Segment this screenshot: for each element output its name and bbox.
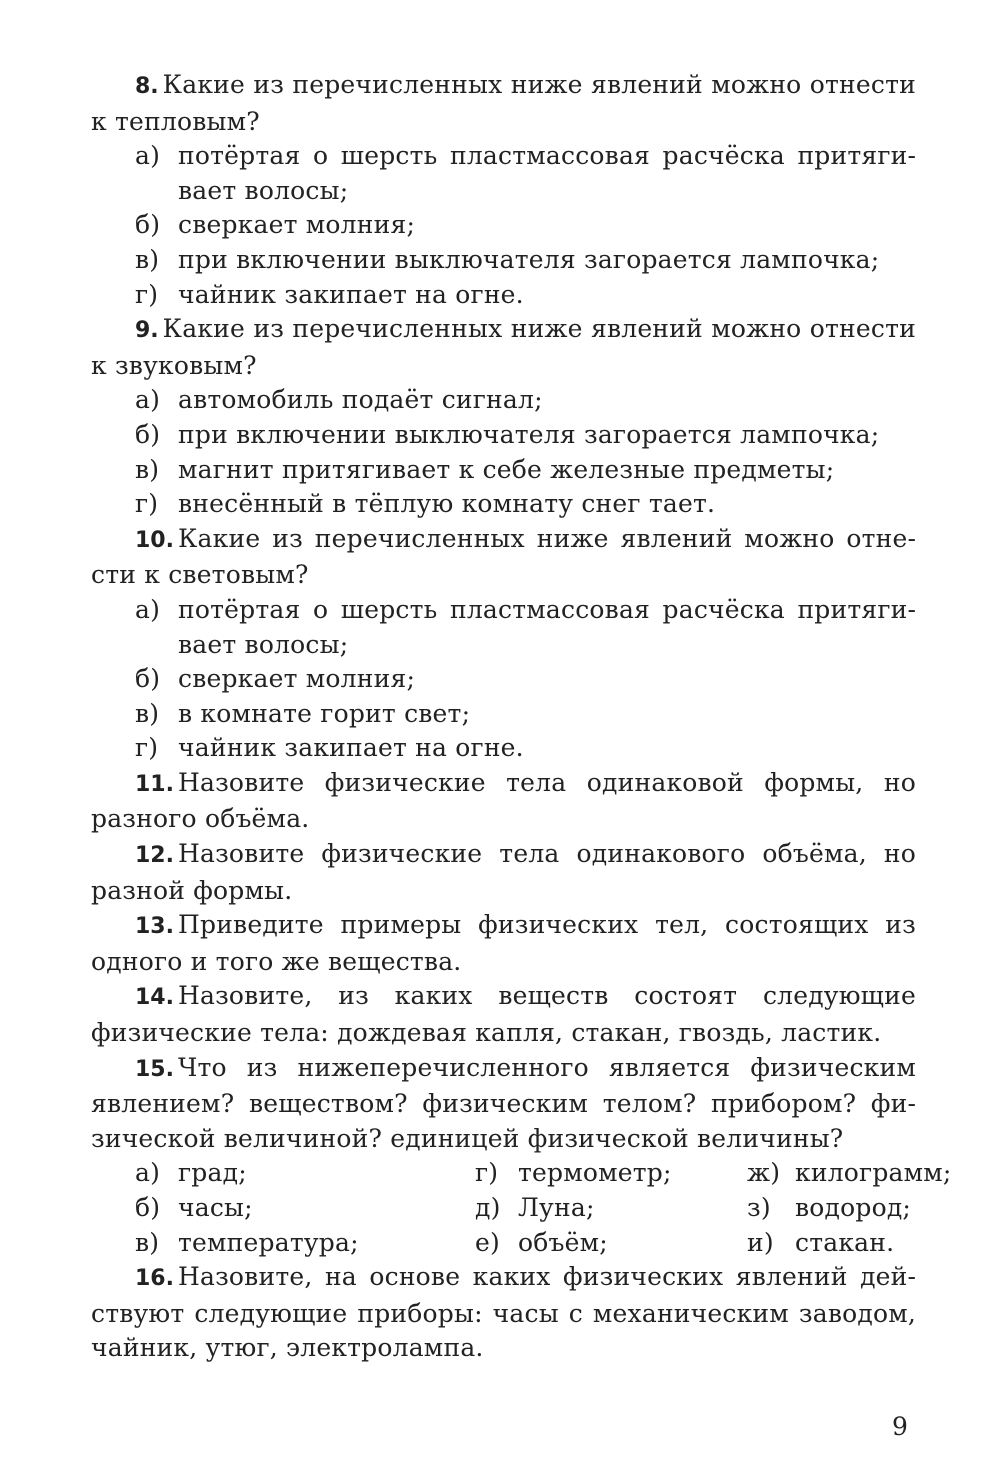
- option: [91, 278, 916, 313]
- question-9: [91, 312, 916, 522]
- question-15: [91, 1051, 952, 1261]
- option-text: в комнате горит свет;: [178, 698, 471, 728]
- question-text: Что из нижеперечисленного является физическим явлением? веществом? физическим телом? прибором? физической величиной? единицей физической величины?: [91, 1052, 916, 1153]
- question-14: [91, 979, 916, 1050]
- option: [747, 1156, 959, 1191]
- option-text: часы;: [178, 1193, 253, 1222]
- option-text: при включении выключателя загорается лампочка;: [178, 419, 880, 449]
- question-text: Назовите физические тела одинакового объёма, но разной формы.: [91, 839, 916, 905]
- question-number: 13.: [135, 914, 174, 940]
- option: [747, 1226, 959, 1261]
- option-label: и): [747, 1227, 774, 1257]
- question-11: [91, 766, 916, 837]
- option: [475, 1156, 747, 1191]
- question-text: Какие из перечисленных ниже явлений можно отнести к световым?: [91, 523, 916, 590]
- page-content: [91, 68, 952, 1366]
- question-number: 11.: [135, 771, 174, 797]
- option-label: г): [475, 1158, 499, 1188]
- option-text: чайник закипает на огне.: [178, 279, 524, 309]
- question-text: Приведите примеры физических тел, состоящих из одного и того же вещества.: [91, 910, 916, 976]
- option: [91, 418, 916, 453]
- option-label: а): [135, 1158, 161, 1188]
- question-text: Какие из перечисленных ниже явлений можно отнести к звуковым?: [91, 314, 916, 380]
- option-text: водород;: [795, 1193, 912, 1222]
- question-8: [91, 68, 916, 312]
- option: [91, 731, 916, 766]
- option-label: а): [135, 141, 161, 171]
- page-number: 9: [892, 1412, 908, 1441]
- option-text: термометр;: [518, 1158, 672, 1188]
- question-10: [91, 522, 916, 766]
- question-number: 15.: [135, 1056, 174, 1082]
- option-label: д): [475, 1193, 501, 1222]
- option-text: Луна;: [518, 1193, 595, 1222]
- option-label: в): [135, 244, 160, 274]
- option-text: при включении выключателя загорается лампочка;: [178, 244, 880, 274]
- option: [91, 662, 916, 697]
- option-text: потёртая о шерсть пластмассовая расчёска притягивает волосы;: [178, 594, 916, 659]
- question-text: Назовите, на основе каких физических явлений действуют следующие приборы: часы с механическим заводом, чайник, утюг, электролампа.: [91, 1262, 916, 1363]
- option-text: объём;: [518, 1227, 608, 1257]
- option-text: стакан.: [795, 1227, 895, 1257]
- question-number: 10.: [135, 527, 174, 553]
- option-label: г): [135, 489, 159, 519]
- option: [91, 139, 916, 208]
- question-number: 9.: [135, 318, 159, 344]
- question-number: 12.: [135, 843, 174, 869]
- option-text: автомобиль подаёт сигнал;: [178, 385, 543, 415]
- option: [91, 208, 916, 243]
- option-label: а): [135, 385, 161, 415]
- option: [135, 1156, 475, 1191]
- option: [91, 697, 916, 732]
- question-12: [91, 837, 916, 908]
- option: [747, 1191, 959, 1226]
- question-text: Какие из перечисленных ниже явлений можно отнести к тепловым?: [91, 70, 916, 136]
- question-16: [91, 1260, 916, 1366]
- option-label: ж): [747, 1158, 781, 1188]
- option-label: а): [135, 594, 161, 624]
- option: [91, 593, 916, 662]
- question-number: 14.: [135, 985, 174, 1011]
- option-label: в): [135, 1227, 160, 1257]
- option: [91, 383, 916, 418]
- option-label: г): [135, 279, 159, 309]
- question-13: [91, 908, 916, 979]
- option-text: магнит притягивает к себе железные предметы;: [178, 454, 835, 484]
- option-text: потёртая о шерсть пластмассовая расчёска притягивает волосы;: [178, 141, 916, 205]
- option-text: чайник закипает на огне.: [178, 733, 524, 763]
- option: [91, 487, 916, 522]
- option-text: град;: [178, 1158, 247, 1188]
- option-label: е): [475, 1227, 500, 1257]
- option-text: сверкает молния;: [178, 210, 416, 240]
- question-text: Назовите физические тела одинаковой формы, но разного объёма.: [91, 767, 916, 834]
- option-label: б): [135, 1193, 161, 1222]
- option-text: внесённый в тёплую комнату снег тает.: [178, 489, 716, 519]
- option-text: килограмм;: [795, 1158, 952, 1188]
- option: [91, 453, 916, 488]
- option-label: б): [135, 210, 161, 240]
- option-label: б): [135, 419, 161, 449]
- option-label: в): [135, 698, 160, 728]
- option: [91, 243, 916, 278]
- option: [475, 1191, 747, 1226]
- option-text: сверкает молния;: [178, 664, 416, 694]
- option: [135, 1226, 475, 1261]
- option-label: в): [135, 454, 160, 484]
- question-number: 16.: [135, 1266, 174, 1292]
- option-label: б): [135, 664, 161, 694]
- question-number: 8.: [135, 74, 159, 99]
- option-text: температура;: [178, 1227, 359, 1257]
- option-label: г): [135, 733, 159, 763]
- question-text: Назовите, из каких веществ состоят следующие физические тела: дождевая капля, стакан, гвоздь, ластик.: [91, 981, 916, 1048]
- option-grid: [91, 1156, 952, 1260]
- option: [135, 1191, 475, 1226]
- option: [475, 1226, 747, 1261]
- option-label: з): [747, 1193, 771, 1222]
